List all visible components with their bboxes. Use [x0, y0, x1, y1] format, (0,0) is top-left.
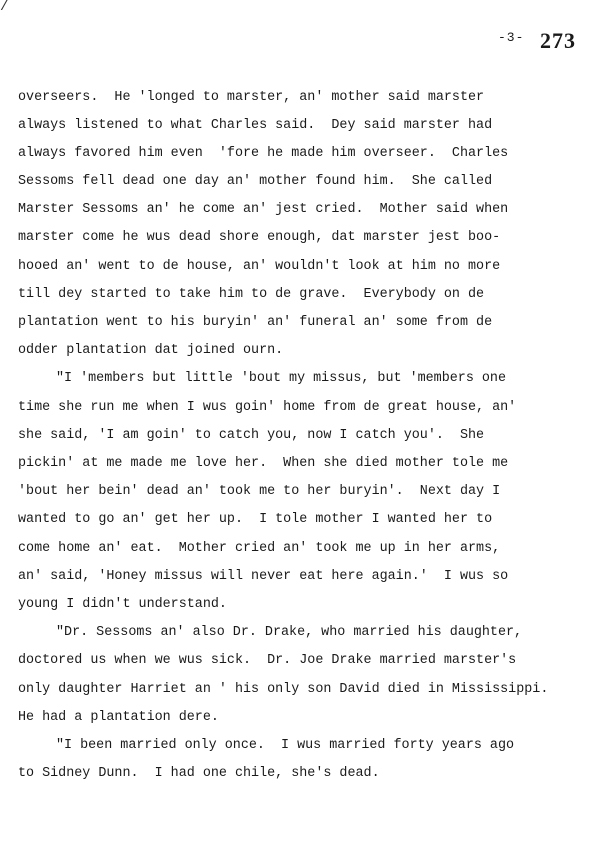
text-line: "I been married only once. I wus married forty years ago [56, 738, 515, 753]
text-line: hooed an' went to de house, an' wouldn't look at him no more [18, 259, 501, 274]
text-line: time she run me when I wus goin' home from de great house, an' [18, 400, 517, 415]
text-line: Sessoms fell dead one day an' mother found him. She called [18, 174, 493, 189]
text-line: till dey started to take him to de grave. Everybody on de [18, 287, 485, 302]
text-line: always listened to what Charles said. Dey said marster had [18, 118, 493, 133]
text-line: Marster Sessoms an' he come an' jest cried. Mother said when [18, 202, 509, 217]
text-line: "Dr. Sessoms an' also Dr. Drake, who married his daughter, [56, 625, 523, 640]
text-line: young I didn't understand. [18, 597, 227, 612]
text-line: pickin' at me made me love her. When she died mother tole me [18, 456, 509, 471]
text-line: she said, 'I am goin' to catch you, now I catch you'. She [18, 428, 485, 443]
text-line: odder plantation dat joined ourn. [18, 343, 284, 358]
text-line: to Sidney Dunn. I had one chile, she's dead. [18, 766, 380, 781]
text-line: come home an' eat. Mother cried an' took me up in her arms, [18, 541, 501, 556]
text-line: always favored him even 'fore he made him overseer. Charles [18, 146, 509, 161]
text-line: an' said, 'Honey missus will never eat here again.' I wus so [18, 569, 509, 584]
text-line: wanted to go an' get her up. I tole mother I wanted her to [18, 512, 493, 527]
text-line: "I 'members but little 'bout my missus, but 'members one [56, 371, 506, 386]
corner-mark: / [0, 0, 9, 15]
text-line: doctored us when we wus sick. Dr. Joe Drake married marster's [18, 653, 517, 668]
page-number: 273 [540, 28, 576, 53]
text-line: He had a plantation dere. [18, 710, 219, 725]
text-line: 'bout her bein' dead an' took me to her buryin'. Next day I [18, 484, 501, 499]
text-line: marster come he wus dead shore enough, dat marster jest boo- [18, 230, 501, 245]
text-line: plantation went to his buryin' an' funeral an' some from de [18, 315, 493, 330]
text-line: overseers. He 'longed to marster, an' mother said marster [18, 90, 485, 105]
text-line: only daughter Harriet an ' his only son David died in Mississippi. [18, 682, 549, 697]
page-label: -3- [498, 30, 525, 45]
